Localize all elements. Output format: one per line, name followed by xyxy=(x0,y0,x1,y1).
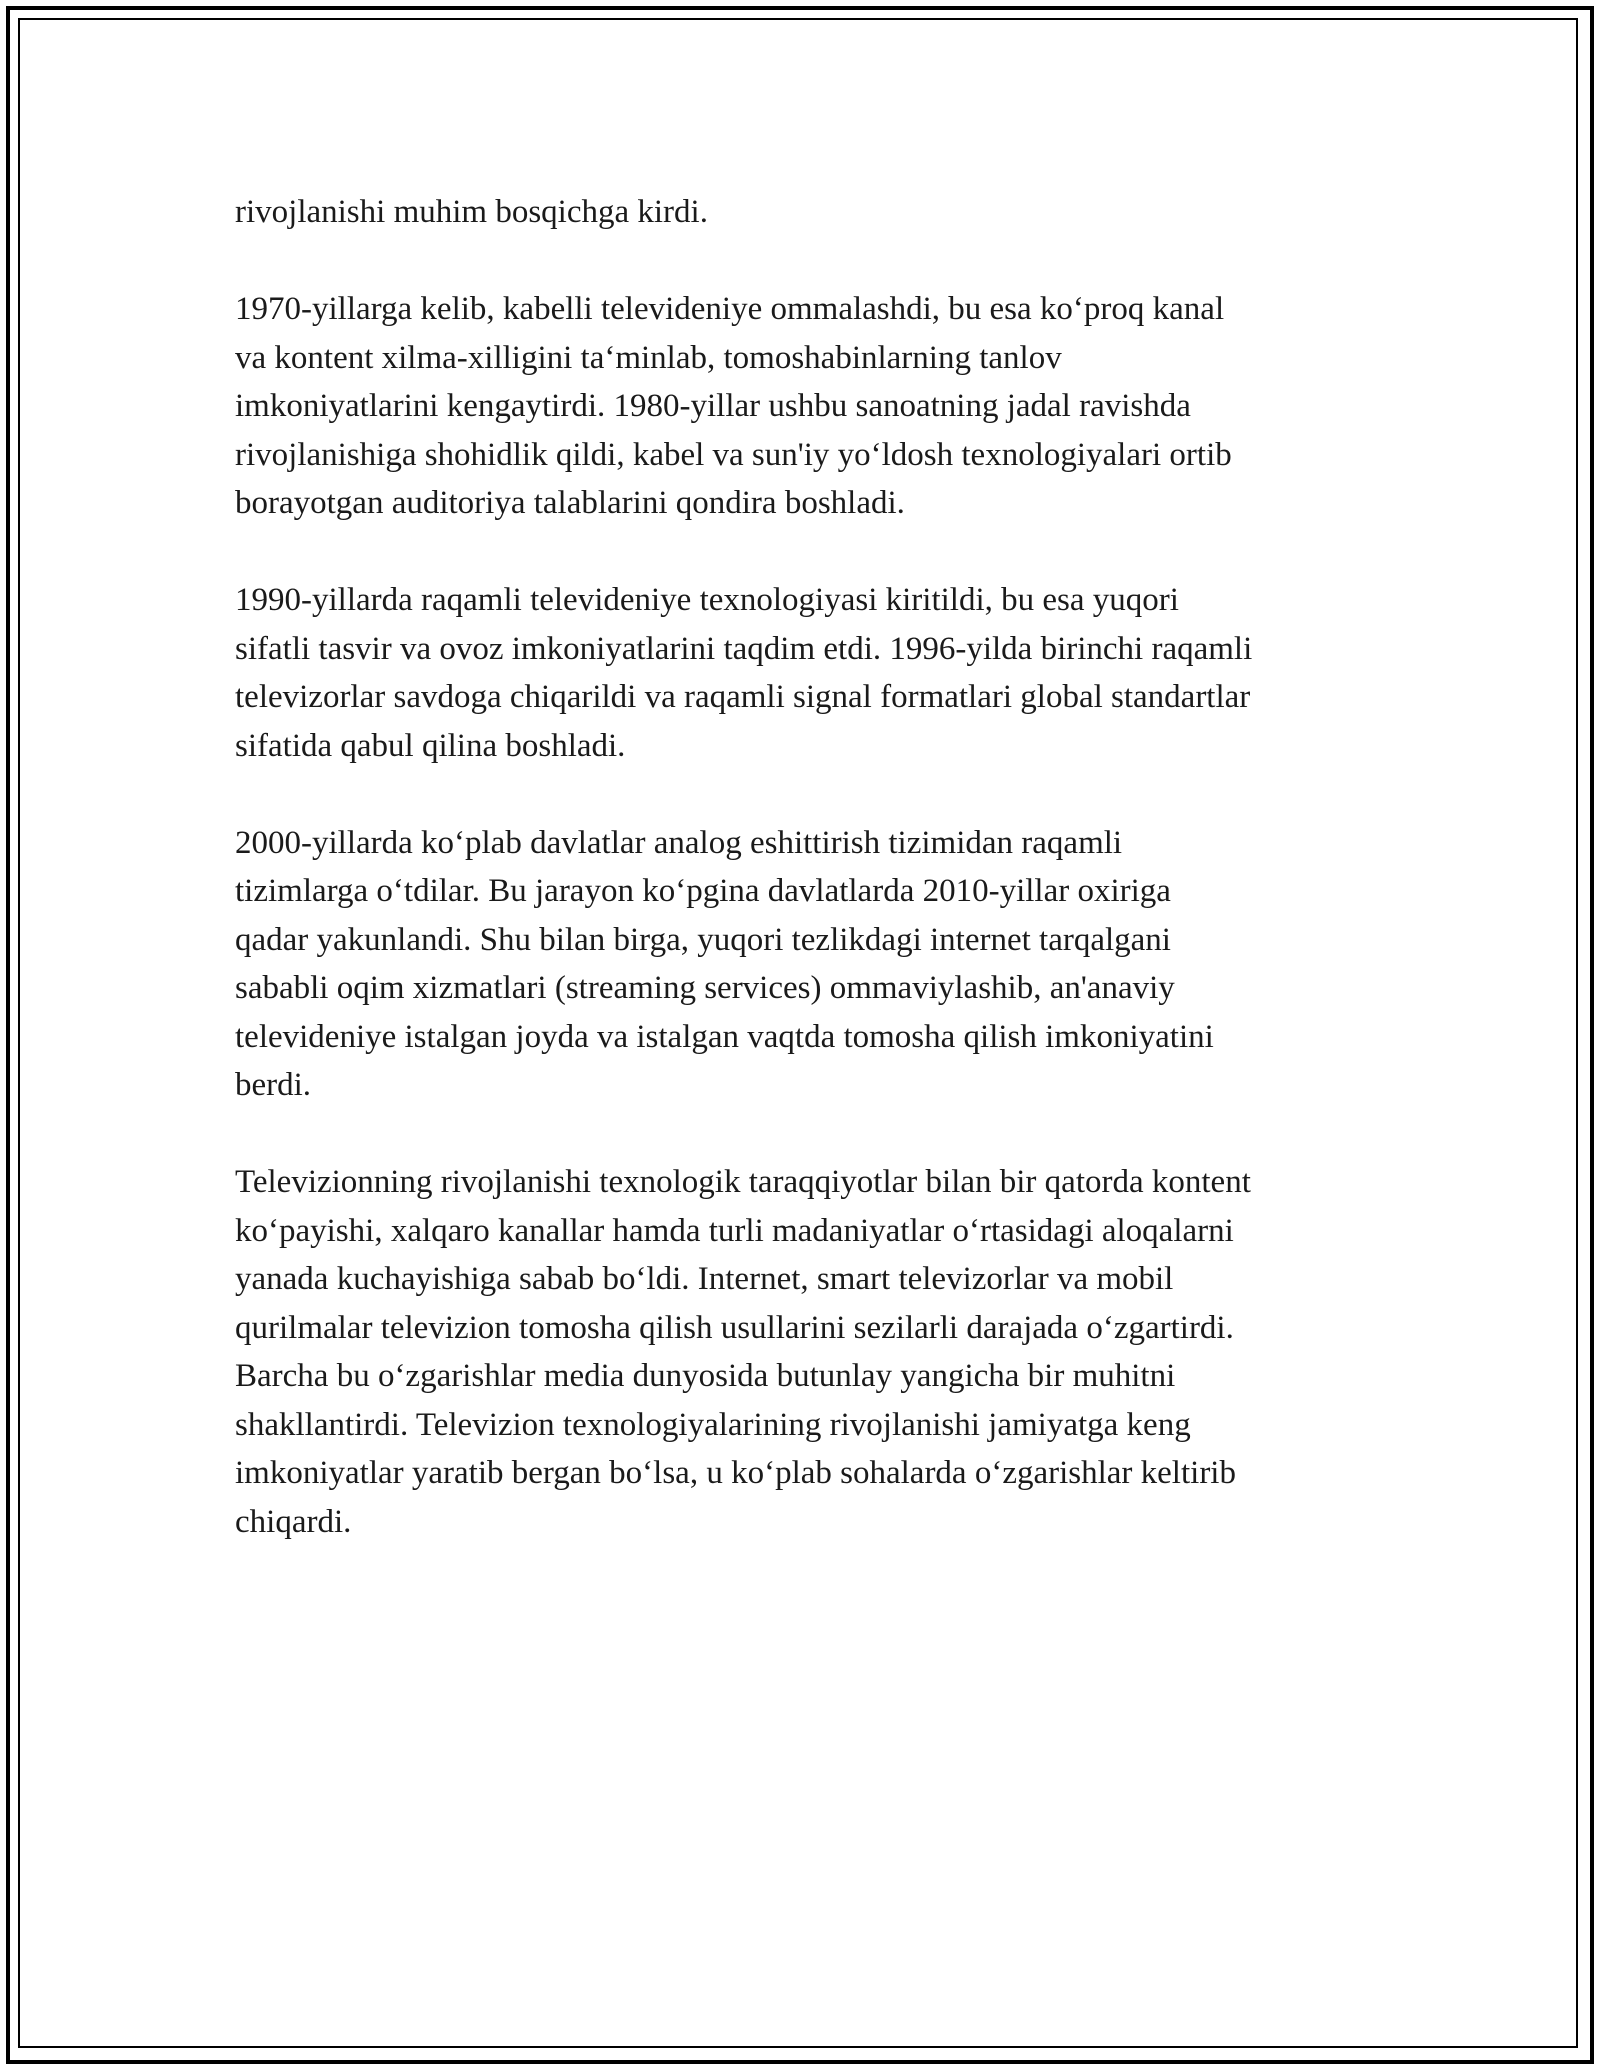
paragraph-4: 2000-yillarda ko‘plab davlatlar analog eshittirish tizimidan raqamli tizimlarga o‘tdilar. Bu jarayon ko‘pgina davlatlarda 2010-yillar oxiriga qadar yakunlandi. Shu bilan birga, yuqori tezlikdagi internet tarqalgani sababli oqim xizmatlari (streaming services) ommaviylashib, an'anaviy televideniye istalgan joyda va istalgan vaqtda tomosha qilish imkoniyatini berdi. xyxy=(235,824,1214,1103)
paragraph-3: 1990-yillarda raqamli televideniye texnologiyasi kiritildi, bu esa yuqori sifatli tasvir va ovoz imkoniyatlarini taqdim etdi. 1996-yilda birinchi raqamli televizorlar savdoga chiqarildi va raqamli signal formatlari global standartlar sifatida qabul qilina boshladi. xyxy=(235,582,1253,764)
paragraph-2: 1970-yillarga kelib, kabelli televideniye ommalashdi, bu esa ko‘proq kanal va kontent xilma-xilligini ta‘minlab, tomoshabinlarning tanlov imkoniyatlarini kengaytirdi. 1980-yillar ushbu sanoatning jadal ravishda rivojlanishiga shohidlik qildi, kabel va sun'iy yo‘ldosh texnologiyalari ortib borayotgan auditoriya talablarini qondira boshladi. xyxy=(235,291,1232,521)
paragraph-1: rivojlanishi muhim bosqichga kirdi. xyxy=(235,194,708,230)
paragraph-5: Televizionning rivojlanishi texnologik taraqqiyotlar bilan bir qatorda kontent ko‘payishi, xalqaro kanallar hamda turli madaniyatlar o‘rtasidagi aloqalarni yanada kuchayishiga sabab bo‘ldi. Internet, smart televizorlar va mobil qurilmalar televizion tomosha qilish usullarini sezilarli darajada o‘zgartirdi. Barcha bu o‘zgarishlar media dunyosida butunlay yangicha bir muhitni shakllantirdi. Televizion texnologiyalarining rivojlanishi jamiyatga keng imkoniyatlar yaratib bergan bo‘lsa, u ko‘plab sohalarda o‘zgarishlar keltirib chiqardi. xyxy=(235,1164,1251,1540)
document-body xyxy=(235,188,1380,1595)
